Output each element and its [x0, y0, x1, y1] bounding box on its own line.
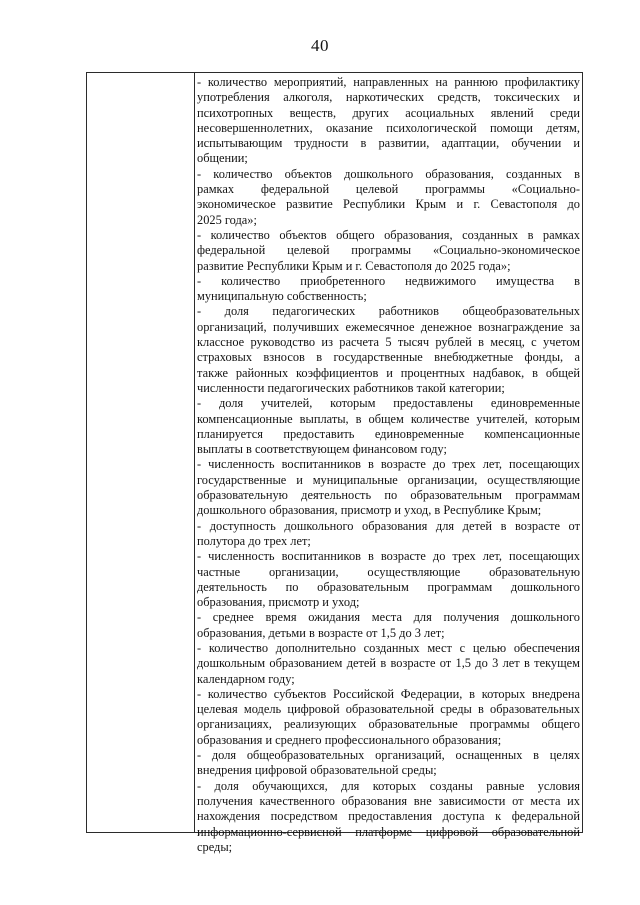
- text-line: выплаты в соответствующем финансовом году;: [197, 442, 447, 457]
- text-line: - количество дополнительно созданных мест с целью обеспечения: [197, 640, 580, 655]
- text-line: компенсационные выплаты, в общем количестве учителей, которым: [197, 411, 580, 426]
- text-line: - численность воспитанников в возрасте до трех лет, посещающих: [197, 457, 580, 472]
- text-line: развитие Республики Крым и г. Севастополя до 2025 года»;: [197, 258, 511, 273]
- text-line: - количество мероприятий, направленных на раннюю профилактику: [197, 75, 580, 89]
- text-line: полутора до трех лет;: [197, 533, 311, 548]
- text-line: численности педагогических работников такой категории;: [197, 380, 505, 395]
- text-line: 2025 года»;: [197, 212, 257, 227]
- text-line: классное руководство из расчета 5 тысяч рублей в месяц, с учетом: [197, 335, 580, 350]
- text-line: - среднее время ожидания места для получения дошкольного: [197, 610, 580, 625]
- text-line: организаций, получивших ежемесячное денежное вознаграждение за: [197, 319, 580, 334]
- table-right-column: [197, 75, 580, 854]
- text-line: образования, детьми в возрасте от 1,5 до 3 лет;: [197, 625, 445, 640]
- text-line: - доля общеобразовательных организаций, оснащенных в целях: [197, 748, 580, 763]
- text-line: - доля обучающихся, для которых созданы равные условия: [197, 778, 580, 793]
- text-line: целевая модель цифровой образовательной среды в образовательных: [197, 702, 580, 717]
- text-line: - количество объектов общего образования, созданных в рамках: [197, 227, 580, 242]
- text-line: испытывающим трудности в развитии, адаптации, обучении и: [197, 136, 580, 151]
- text-line: календарном году;: [197, 671, 295, 686]
- text-line: частные организации, осуществляющие образовательную: [197, 564, 580, 579]
- text-line: психотропных веществ, других асоциальных явлений среди: [197, 105, 580, 120]
- text-line: страховых взносов в государственные внебюджетные фонды, а: [197, 350, 580, 365]
- text-line: несовершеннолетних, оказание психологической помощи детям,: [197, 120, 580, 135]
- text-line: дошкольного образования, присмотр и уход, в Республике Крым;: [197, 503, 542, 518]
- text-line: - количество приобретенного недвижимого имущества в: [197, 273, 580, 288]
- text-line: - численность воспитанников в возрасте до трех лет, посещающих: [197, 549, 580, 564]
- text-line: также районных коэффициентов и процентных надбавок, в общей: [197, 365, 580, 380]
- text-line: получения качественного образования вне зависимости от места их: [197, 793, 580, 808]
- text-line: деятельность по образовательным программам дошкольного: [197, 579, 580, 594]
- text-line: употребления алкоголя, наркотических средств, токсических и: [197, 90, 580, 105]
- text-line: экономическое развитие Республики Крым и г. Севастополя до: [197, 197, 580, 212]
- text-line: федеральной целевой программы «Социально-экономическое: [197, 243, 580, 258]
- text-line: нахождения посредством предоставления доступа к федеральной: [197, 809, 580, 824]
- text-line: планируется предоставить единовременные компенсационные: [197, 426, 580, 441]
- text-line: - количество объектов дошкольного образования, созданных в: [197, 166, 580, 181]
- table-left-column: [87, 73, 195, 832]
- text-line: образования и среднего профессионального образования;: [197, 732, 502, 747]
- text-line: информационно-сервисной платформе цифровой образовательной: [197, 824, 580, 839]
- text-line: - доля педагогических работников общеобразовательных: [197, 304, 580, 319]
- text-line: общении;: [197, 151, 248, 166]
- text-line: среды;: [197, 839, 233, 854]
- page-number: 40: [311, 36, 329, 55]
- text-line: государственные и муниципальные организации, осуществляющие: [197, 472, 580, 487]
- text-line: образования, присмотр и уход;: [197, 595, 360, 610]
- text-line: организациях, реализующих образовательные программы общего: [197, 717, 580, 732]
- text-line: муниципальную собственность;: [197, 289, 367, 304]
- text-line: рамках федеральной целевой программы «Социально-: [197, 182, 580, 197]
- document-table: [86, 72, 583, 854]
- text-line: внедрения цифровой образовательной среды;: [197, 763, 437, 778]
- text-line: - количество субъектов Российской Федерации, в которых внедрена: [197, 686, 580, 701]
- text-line: образовательную деятельность по образовательным программам: [197, 488, 580, 503]
- text-line: - доля учителей, которым предоставлены единовременные: [197, 396, 580, 411]
- text-line: дошкольным образованием детей в возрасте от 1,5 до 3 лет в текущем: [197, 656, 580, 671]
- text-line: - доступность дошкольного образования для детей в возрасте от: [197, 518, 580, 533]
